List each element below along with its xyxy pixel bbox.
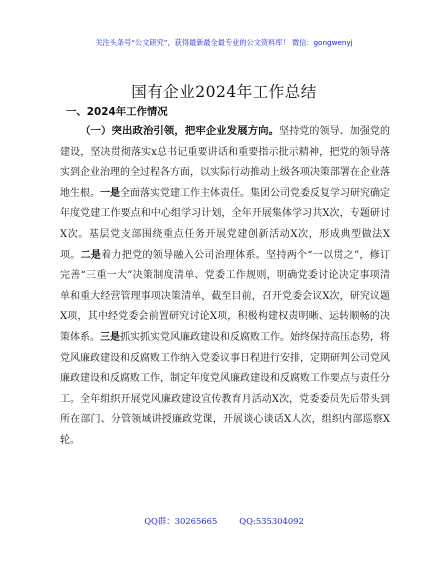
paragraph-text-4: 抓实抓实党风廉政建设和反腐败工作。始终保持高压态势，将党风廉政建设和反腐败工作纳入党委议事日程进行安排，定期研判公司党风廉政建设和反腐败工作，制定年度党风廉政建设和反腐败工作要点与责任分工。全年组织开展党风廉政建设宣传教育月活动X次，党委委员先后带头到所在部门、分管领域讲授廉政党课，开展谈心谈话X人次，组织内部巡察X轮。 [60, 331, 390, 446]
paragraph-text-2: 全面落实党建工作主体责任。集团公司党委反复学习研究确定年度党建工作要点和中心组学习计划，全年开展集体学习共X次，专题研讨X次。基层党支部围绕重点任务开展党建创新活动X次，形成典型做法X项。 [60, 187, 390, 261]
document-title: 国有企业2024年工作总结 [131, 83, 317, 101]
promo-banner: 关注头条号“公文研究”，获得最新最全最专业的公文资料库！ 微信：gongwenyj [95, 38, 353, 47]
section-heading: 一、2024年工作情况 [66, 106, 168, 118]
paragraph-text-1: 坚持党的领导、加强党的建设，坚决贯彻落实x总书记重要讲话和重要指示批示精神，把党的领导落实到企业治理的全过程各方面，以实际行动推动上级各项决策部署在企业落地生根。 [60, 126, 390, 199]
qq-group-text: QQ群：30265665 [144, 516, 218, 526]
paragraph-text-3: 着力把党的领导融入公司治理体系。坚持两个“一以贯之”，修订完善“三重一大”决策制度清单、党委工作规则，明确党委讨论决定事项清单和重大经营管理事项决策清单，截至目前，召开党委会议X次，研究议题X项，其中经党委会前置研究讨论X项，积极构建权责明晰、运转顺畅的决策体系。 [60, 249, 391, 343]
point-marker-2: 二是 [80, 249, 102, 261]
subsection-heading: （一）突出政治引领，把牢企业发展方向。 [80, 125, 280, 137]
point-marker-3: 三是 [100, 331, 120, 343]
body-paragraph [60, 121, 390, 452]
contact-footer [0, 515, 448, 527]
qq-text: QQ:535304092 [239, 516, 304, 526]
point-marker-1: 一是 [100, 187, 120, 199]
